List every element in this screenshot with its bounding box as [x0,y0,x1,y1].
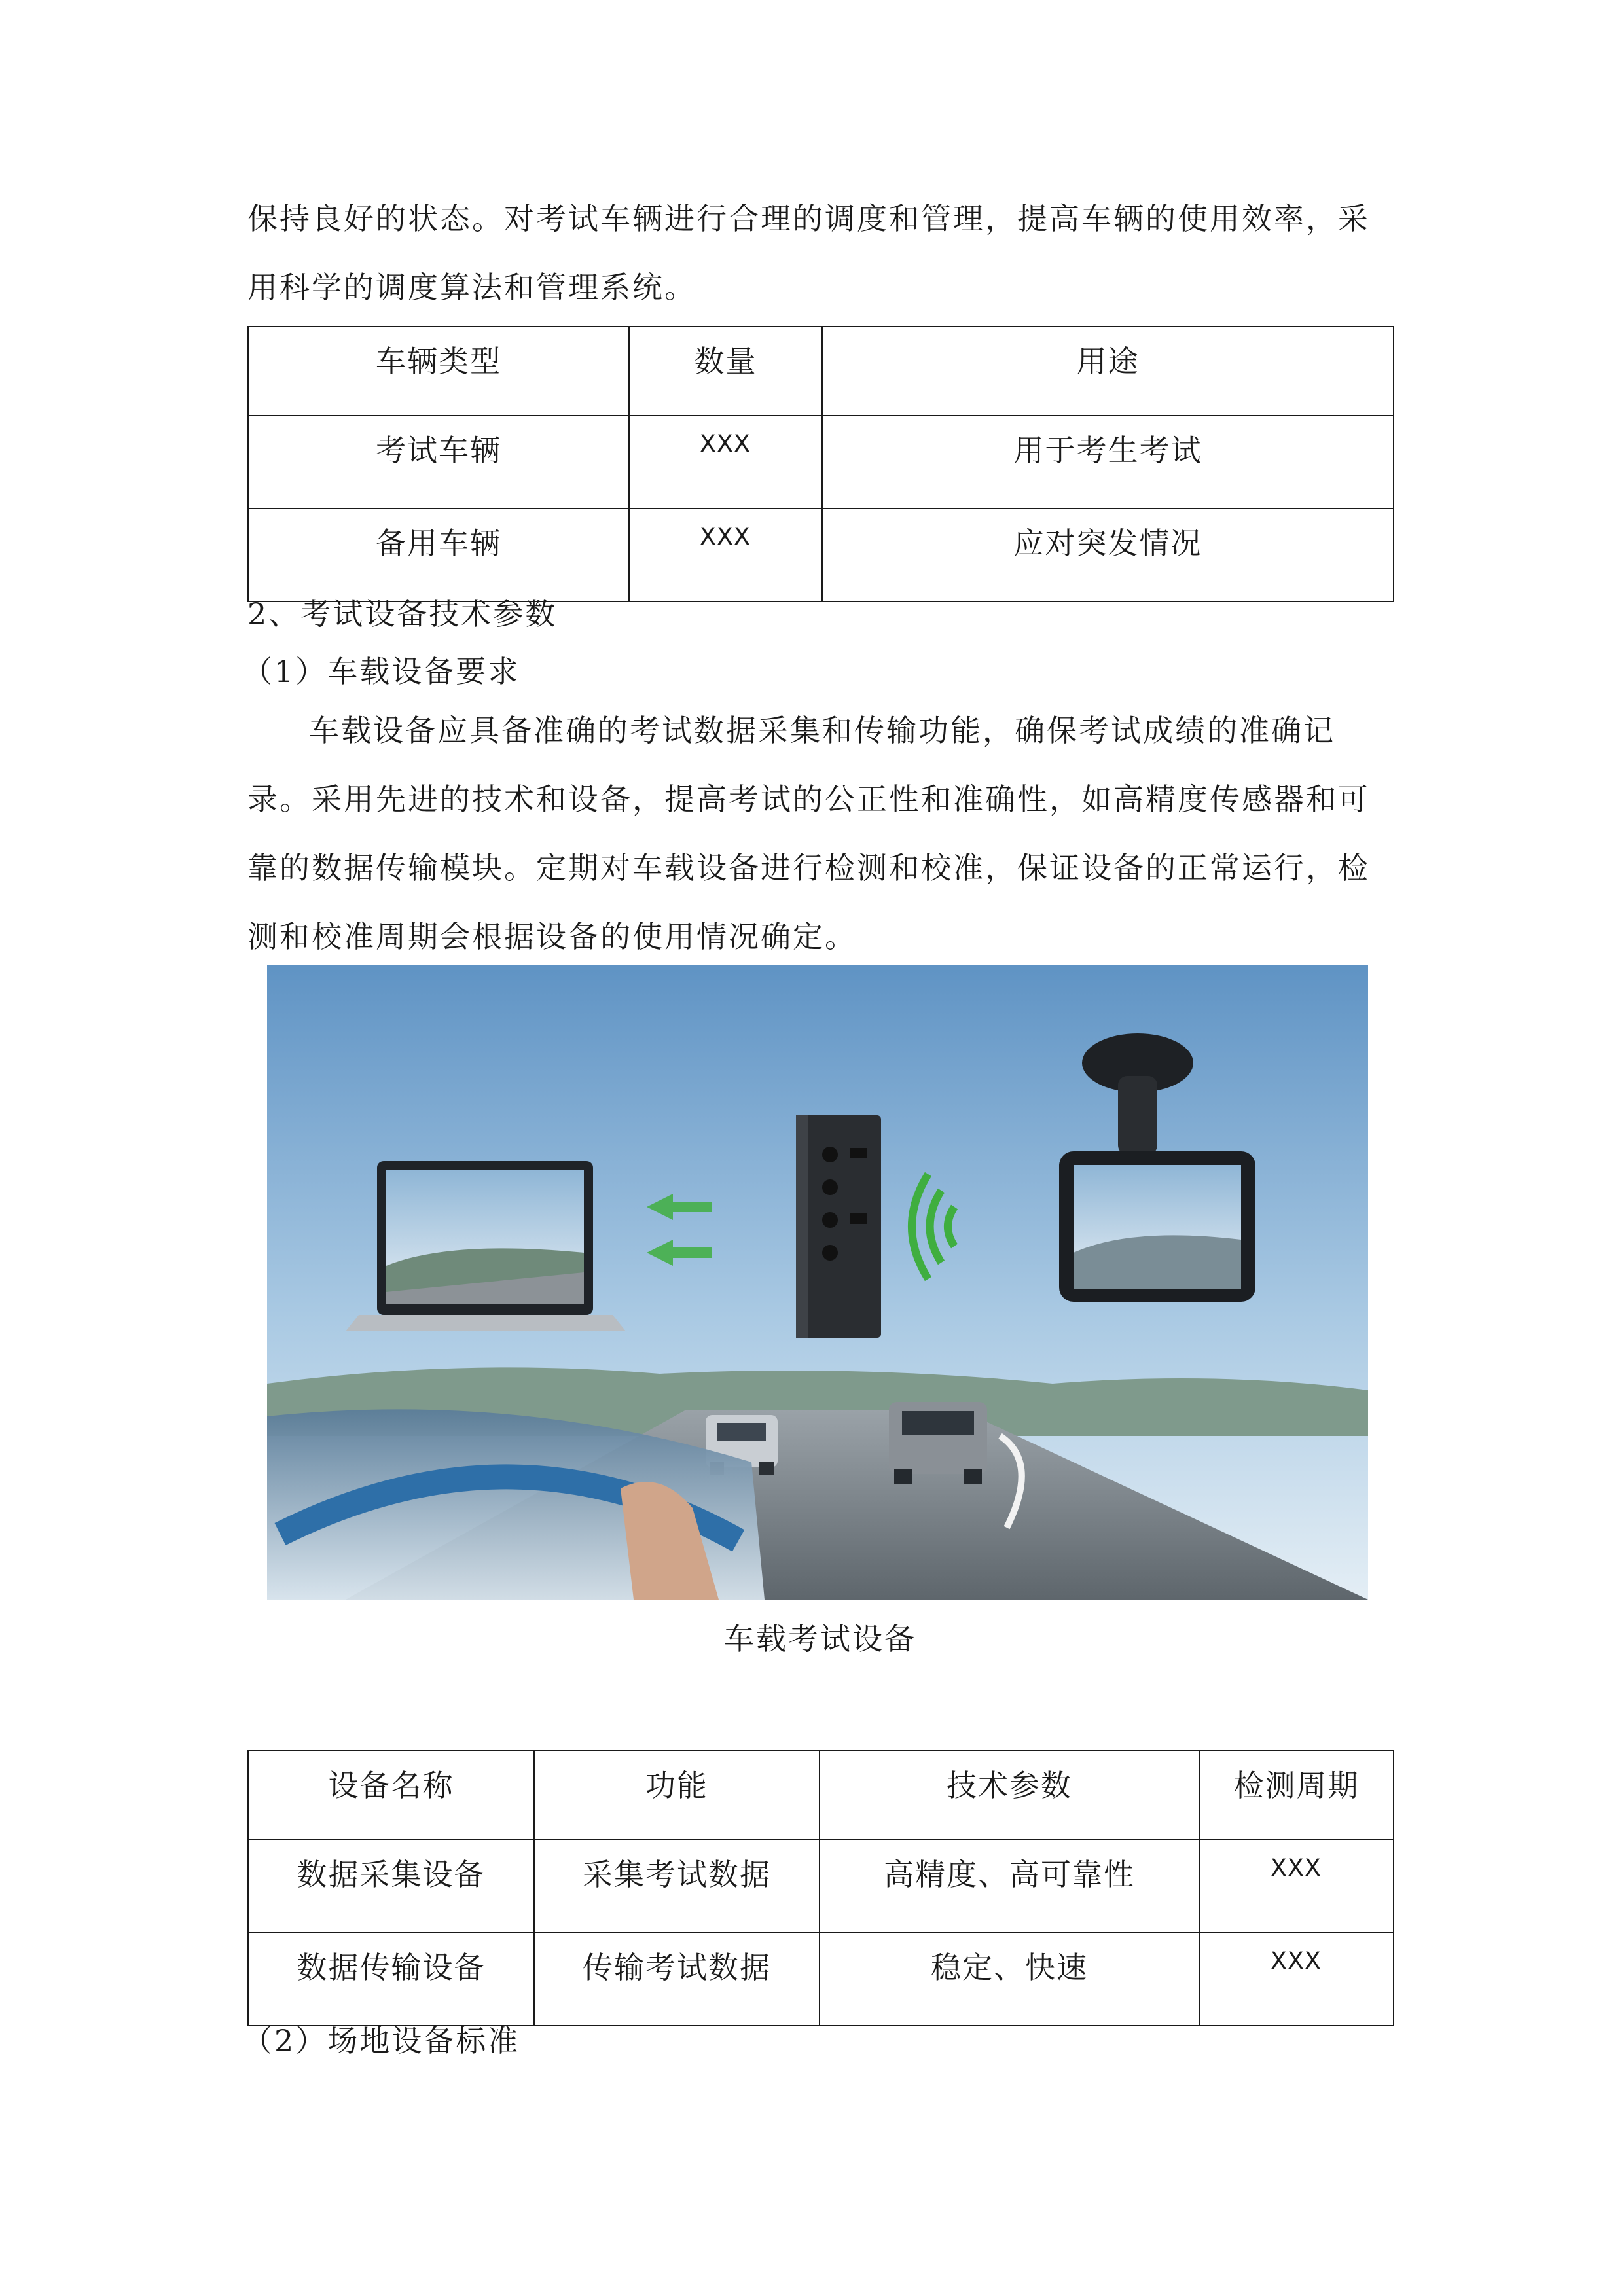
table-row [248,1840,1394,1933]
vehicle-table [247,326,1394,602]
table-cell: 数据采集设备 [248,1840,534,1933]
intro-paragraph: 保持良好的状态。对考试车辆进行合理的调度和管理，提高车辆的使用效率，采用科学的调度算法和管理系统。 [247,201,1370,305]
header-cell: 设备名称 [248,1751,534,1840]
table-header-row [248,1751,1394,1840]
table-cell: 高精度、高可靠性 [820,1840,1199,1933]
header-cell: 功能 [534,1751,820,1840]
table-cell: 考试车辆 [248,416,629,509]
equipment-table [247,1750,1394,2026]
section-heading: 2、考试设备技术参数 [247,596,558,632]
laptop [346,1161,626,1331]
data-transfer-unit [796,1115,881,1338]
subsection-heading: （1）车载设备要求 [242,654,520,689]
table-cell: 用于考生考试 [822,416,1394,509]
table-cell: 传输考试数据 [534,1933,820,2026]
table-header-row [248,327,1394,416]
header-cell: 车辆类型 [248,327,629,416]
onboard-equipment-figure [267,965,1368,1600]
table-cell: XXX [1199,1840,1394,1933]
header-cell: 数量 [629,327,822,416]
header-cell: 技术参数 [820,1751,1199,1840]
table-cell: 备用车辆 [248,509,629,601]
header-cell: 用途 [822,327,1394,416]
onboard-paragraph: 车载设备应具备准确的考试数据采集和传输功能，确保考试成绩的准确记录。采用先进的技术和设备，提高考试的公正性和准确性，如高精度传感器和可靠的数据传输模块。定期对车载设备进行检测和校准，保证设备的正常运行，检测和校准周期会根据设备的使用情况确定。 [247,713,1370,954]
table-cell: XXX [629,416,822,509]
table-cell: 稳定、快速 [820,1933,1199,2026]
table-row [248,1933,1394,2026]
header-cell: 检测周期 [1199,1751,1394,1840]
figure-caption: 车载考试设备 [724,1621,916,1657]
table-row [248,509,1394,601]
table-cell: XXX [629,509,822,601]
table-cell: 数据传输设备 [248,1933,534,2026]
table-cell: XXX [1199,1933,1394,2026]
car-right [889,1402,987,1484]
table-cell: 应对突发情况 [822,509,1394,601]
table-row [248,416,1394,509]
table-cell: 采集考试数据 [534,1840,820,1933]
equipment-illustration [267,965,1368,1600]
subsection-heading: （2）场地设备标准 [242,2023,520,2058]
